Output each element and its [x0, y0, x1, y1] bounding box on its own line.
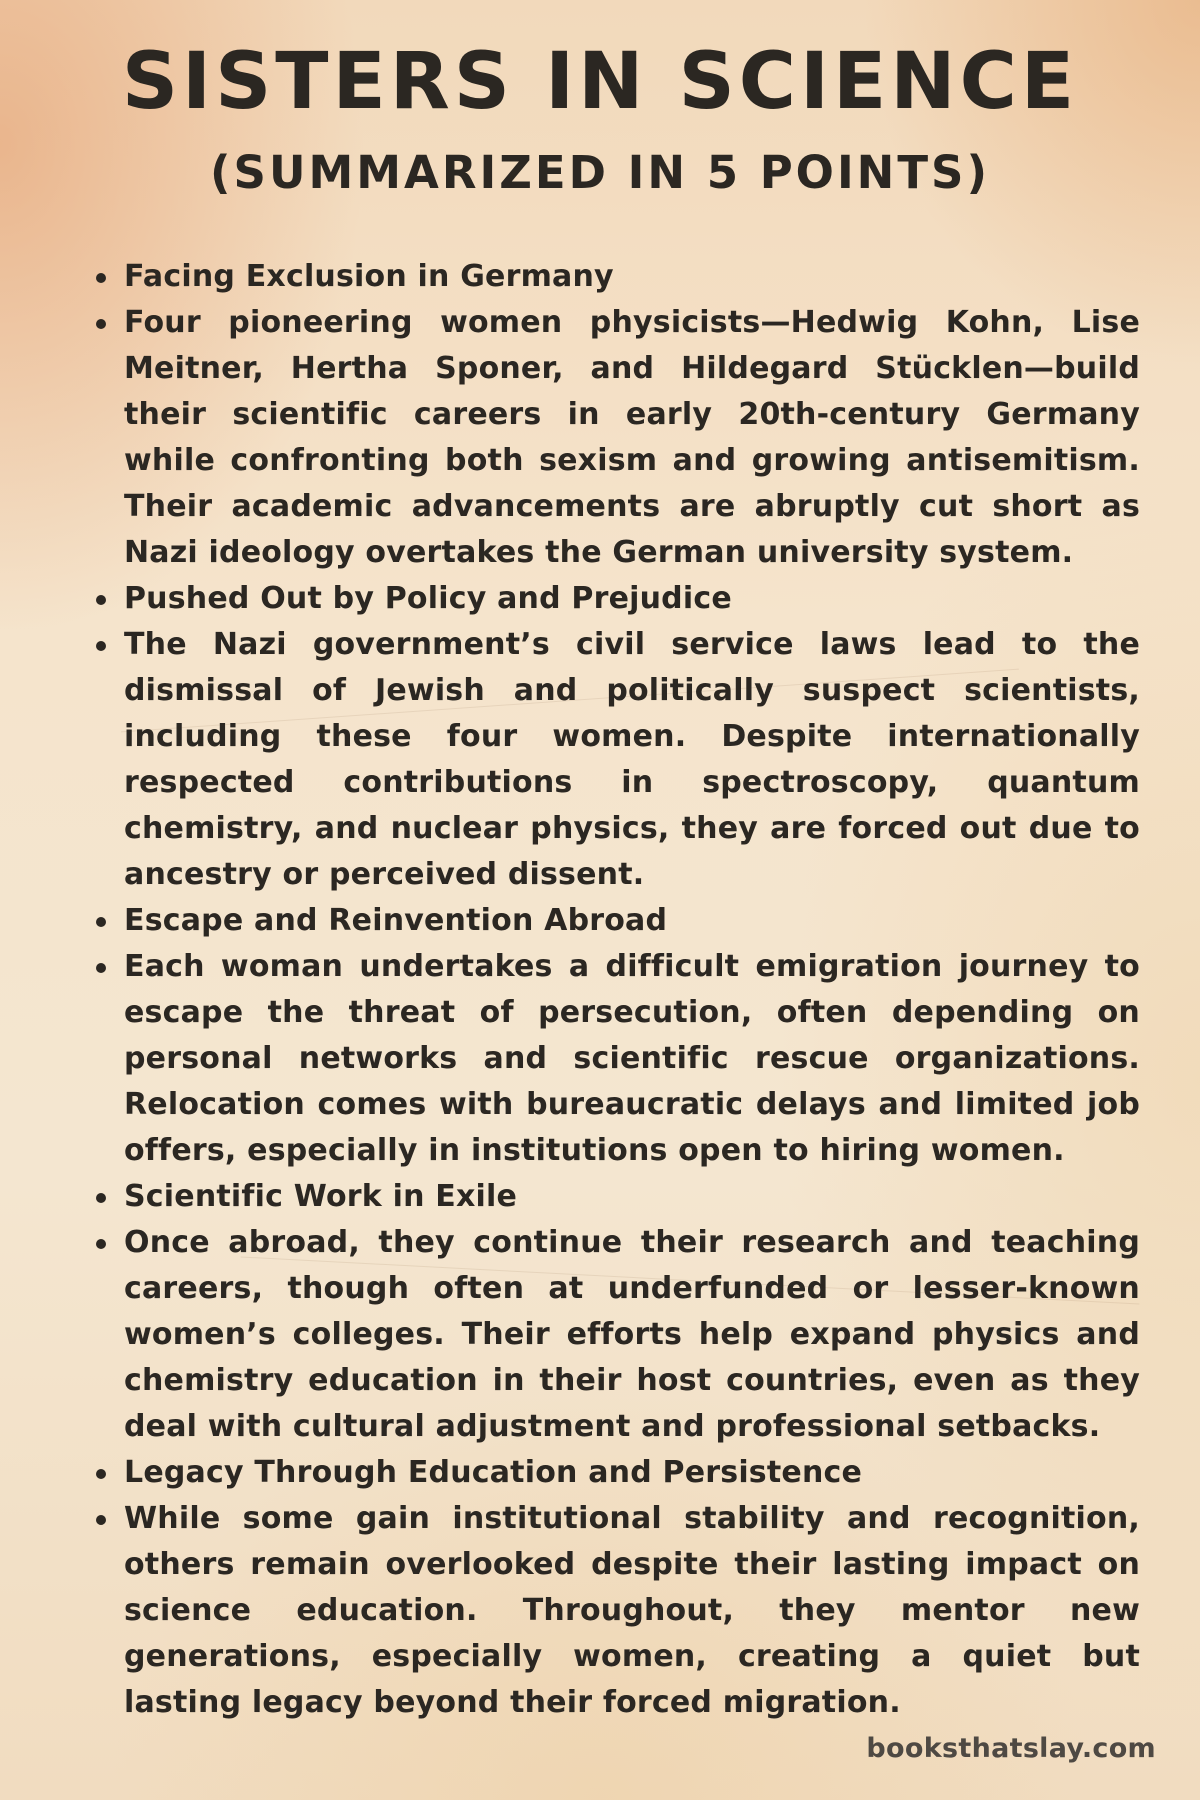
bullet-icon	[96, 963, 106, 973]
bullet-icon	[96, 273, 106, 283]
bullet-icon	[96, 1239, 106, 1249]
point-heading-5	[92, 1450, 1140, 1496]
point-heading-4	[92, 1174, 1140, 1220]
point-heading-text: Escape and Reinvention Abroad	[124, 903, 668, 938]
point-body-text: Each woman undertakes a difficult emigration journey to escape the threat of persecution, often depending on personal networks and scientific rescue organizations. Relocation comes with bureaucratic delays and limited job offers, especially in institutions open to hiring women.	[124, 949, 1140, 1168]
point-heading-1	[92, 254, 1140, 300]
point-text-4	[92, 1220, 1140, 1450]
point-heading-text: Scientific Work in Exile	[124, 1179, 518, 1214]
bullet-icon	[96, 917, 106, 927]
point-heading-3	[92, 898, 1140, 944]
point-heading-text: Pushed Out by Policy and Prejudice	[124, 581, 732, 616]
bullet-icon	[96, 319, 106, 329]
point-heading-text: Facing Exclusion in Germany	[124, 259, 614, 294]
bullet-icon	[96, 1515, 106, 1525]
bullet-icon	[96, 1193, 106, 1203]
bullet-icon	[96, 1469, 106, 1479]
point-body-text: Four pioneering women physicists—Hedwig Kohn, Lise Meitner, Hertha Sponer, and Hildegard Stücklen—build their scientific careers in early 20th-century Germany while confronting both sexism and growing antisemitism. Their academic advancements are abruptly cut short as Nazi ideology overtakes the German university system.	[124, 305, 1140, 570]
point-heading-2	[92, 576, 1140, 622]
point-text-3	[92, 944, 1140, 1174]
point-body-text: The Nazi government’s civil service laws lead to the dismissal of Jewish and politically suspect scientists, including these four women. Despite internationally respected contributions in spectroscopy, quantum chemistry, and nuclear physics, they are forced out due to ancestry or perceived dissent.	[124, 627, 1140, 892]
point-heading-text: Legacy Through Education and Persistence	[124, 1455, 863, 1490]
bullet-icon	[96, 595, 106, 605]
summary-list	[92, 254, 1140, 1726]
page-subtitle: (SUMMARIZED IN 5 POINTS)	[209, 146, 991, 199]
site-credit: booksthatslay.com	[866, 1733, 1156, 1764]
point-body-text: While some gain institutional stability and recognition, others remain overlooked despite their lasting impact on science education. Throughout, they mentor new generations, especially women, creating a quiet but lasting legacy beyond their forced migration.	[124, 1501, 1140, 1720]
point-text-2	[92, 622, 1140, 898]
bullet-icon	[96, 641, 106, 651]
point-text-1	[92, 300, 1140, 576]
point-body-text: Once abroad, they continue their research and teaching careers, though often at underfunded or lesser-known women’s colleges. Their efforts help expand physics and chemistry education in their host countries, even as they deal with cultural adjustment and professional setbacks.	[124, 1225, 1140, 1444]
page-title: SISTERS IN SCIENCE	[121, 37, 1079, 127]
point-text-5	[92, 1496, 1140, 1726]
